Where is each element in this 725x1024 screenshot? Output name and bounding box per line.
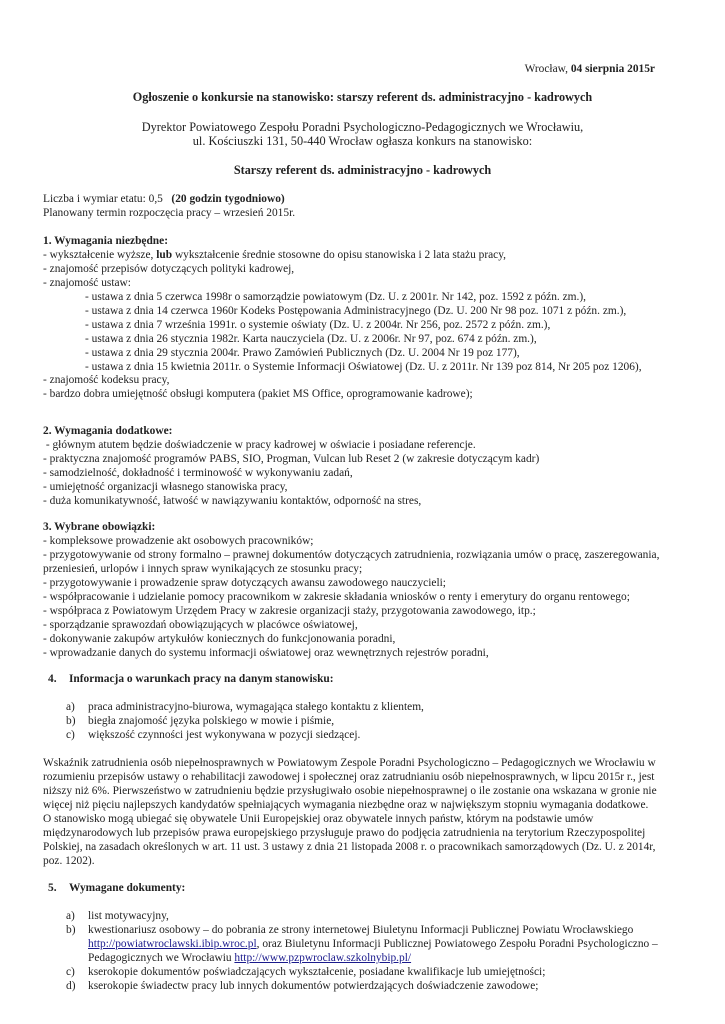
disability-paragraph-line: Wskaźnik zatrudnienia osób niepełnosprawnych w Powiatowym Zespole Poradni Psychologiczno – Pedagogicznych we Wrocławiu w: [43, 757, 656, 769]
section-5-heading: Wymagane dokumenty:: [69, 882, 186, 894]
disability-paragraph-line: więcej niż pięciu najlepszych kandydatów spełniających wymagania niezbędne oraz w największym stopniu wymagania dodatkowe.: [43, 799, 649, 811]
condition-item: praca administracyjno-biurowa, wymagająca stałego kontaktu z klientem,: [88, 701, 424, 713]
duty-item: - przygotowywanie i prowadzenie spraw dotyczących awansu zawodowego nauczycieli;: [43, 577, 446, 589]
list-letter: c): [66, 729, 75, 741]
section-1-heading: 1. Wymagania niezbędne:: [43, 235, 168, 247]
requirement-item: - bardzo dobra umiejętność obsługi komputera (pakiet MS Office, oprogramowanie kadrowe);: [43, 388, 473, 400]
eu-paragraph-line: poz. 1202).: [43, 855, 95, 867]
document-item: list motywacyjny,: [88, 910, 169, 922]
duty-item: - wprowadzanie danych do systemu informacji oświatowej oraz wewnętrznych rejestrów poradni,: [43, 647, 489, 659]
requirement-item: - znajomość kodeksu pracy,: [43, 374, 170, 386]
duty-item: - współpraca z Powiatowym Urzędem Pracy w zakresie organizacji staży, przygotowania zawodowego, itp.;: [43, 605, 536, 617]
duty-item: - sporządzanie sprawozdań obowiązujących w placówce oświatowej,: [43, 619, 358, 631]
disability-paragraph-line: rozumieniu przepisów ustawy o rehabilitacji zawodowej i społecznej oraz zatrudnianiu osób niepełnosprawnych, w lipcu 2015r r., jest: [43, 771, 655, 783]
list-letter: c): [66, 966, 75, 978]
document-item-line: [88, 938, 658, 952]
edu-part-a: - wykształcenie wyższe,: [43, 249, 154, 261]
list-letter: b): [66, 924, 76, 936]
etat-line: [43, 193, 285, 207]
document-item-text: Pedagogicznych we Wrocławiu: [88, 952, 232, 964]
duty-item: - dokonywanie zakupów artykułów koniecznych do funkcjonowania poradni,: [43, 633, 396, 645]
section-3-heading: 3. Wybrane obowiązki:: [43, 521, 156, 533]
document-item: kwestionariusz osobowy – do pobrania ze strony internetowej Biuletynu Informacji Publicznej Powiatu Wrocławskiego: [88, 924, 634, 936]
law-item: - ustawa z dnia 29 stycznia 2004r. Prawo Zamówień Publicznych (Dz. U. 2004 Nr 19 poz 177),: [85, 347, 520, 359]
additional-item: - umiejętność organizacji własnego stanowiska pracy,: [43, 481, 288, 493]
bip-powiat-link[interactable]: http://powiatwroclawski.ibip.wroc.pl: [88, 938, 257, 950]
additional-item: - samodzielność, dokładność i terminowość w wykonywaniu zadań,: [43, 467, 353, 479]
duty-item: - kompleksowe prowadzenie akt osobowych pracowników;: [43, 535, 314, 547]
list-letter: a): [66, 701, 75, 713]
requirement-item: - znajomość ustaw:: [43, 277, 131, 289]
etat-hours: (20 godzin tygodniowo): [171, 193, 285, 205]
edu-part-c: wykształcenie średnie stosowne do opisu stanowiska i 2 lata stażu pracy,: [174, 249, 507, 261]
document-item: kserokopie dokumentów poświadczających wykształcenie, posiadane kwalifikacje lub umiejętności;: [88, 966, 546, 978]
section-2-heading: 2. Wymagania dodatkowe:: [43, 425, 173, 437]
duty-item: - współpracowanie i udzielanie pomocy pracownikom w zakresie składania wniosków o renty i emerytury do organu rentowego;: [43, 591, 630, 603]
condition-item: biegła znajomość języka polskiego w mowie i piśmie,: [88, 715, 335, 727]
eu-paragraph-line: Polskiej, na zasadach określonych w art. 11 ust. 3 ustawy z dnia 21 listopada 2008 r. o pracownikach samorządowych (Dz. U. z 2014r,: [43, 841, 656, 853]
additional-item: - duża komunikatywność, łatwość w nawiązywaniu kontaktów, odporność na stres,: [43, 495, 422, 507]
list-letter: d): [66, 980, 76, 992]
date-city: Wrocław,: [524, 63, 568, 75]
document-item: kserokopie świadectw pracy lub innych dokumentów potwierdzających doświadczenie zawodowe;: [88, 980, 539, 992]
duty-item: - przygotowywanie od strony formalno – prawnej dokumentów dotyczących zatrudnienia, rozwiązania umów o pracę, zaszeregowania,: [43, 549, 660, 561]
additional-item: - praktyczna znajomość programów PABS, SIO, Progman, Vulcan lub Reset 2 (w zakresie dotyczącym kadr): [43, 453, 540, 465]
announcement-title: Ogłoszenie o konkursie na stanowisko: starszy referent ds. administracyjno - kadrowych: [132, 90, 593, 104]
law-item: - ustawa z dnia 14 czerwca 1960r Kodeks Postępowania Administracyjnego (Dz. U. 200 Nr 98 poz. 1071 z późn. zm.),: [85, 305, 627, 317]
position-title: Starszy referent ds. administracyjno - kadrowych: [233, 163, 492, 177]
requirement-education: [43, 249, 506, 263]
requirement-item: - znajomość przepisów dotyczących polityki kadrowej,: [43, 263, 295, 275]
law-item: - ustawa z dnia 26 stycznia 1982r. Karta nauczyciela (Dz. U. z 2006r. Nr 97, poz. 674 z późn. zm.),: [85, 333, 537, 345]
law-item: - ustawa z dnia 7 września 1991r. o systemie oświaty (Dz. U. z 2004r. Nr 256, poz. 2572 z późn. zm.),: [85, 319, 551, 331]
date-value: 04 sierpnia 2015r: [570, 63, 655, 75]
organization-line-2: ul. Kościuszki 131, 50-440 Wrocław ogłasza konkurs na stanowisko:: [192, 134, 533, 149]
list-letter: a): [66, 910, 75, 922]
section-4-number: 4.: [48, 673, 57, 685]
list-letter: b): [66, 715, 76, 727]
section-4-heading: Informacja o warunkach pracy na danym stanowisku:: [69, 673, 334, 685]
organization-line-1: Dyrektor Powiatowego Zespołu Poradni Psychologiczno-Pedagogicznych we Wrocławiu,: [141, 120, 584, 134]
disability-paragraph-line: niższy niż 6%. Pierwszeństwo w zatrudnieniu będzie przysługiwało osobie niepełnosprawnej o ile zostanie ona wskazana w gronie nie: [43, 785, 657, 797]
document-item-text: , oraz Biuletynu Informacji Publicznej Powiatowego Zespołu Poradni Psychologiczno –: [256, 938, 658, 950]
document-item-line: [88, 952, 411, 966]
edu-or: lub: [156, 249, 173, 261]
law-item: - ustawa z dnia 5 czerwca 1998r o samorządzie powiatowym (Dz. U. z 2001r. Nr 142, poz. 1592 z późn. zm.),: [85, 291, 587, 303]
document-date: [525, 63, 655, 77]
eu-paragraph-line: międzynarodowych lub przepisów prawa europejskiego przysługuje prawo do podjęcia zatrudnienia na terytorium Rzeczypospolitej: [43, 827, 646, 839]
eu-paragraph-line: O stanowisko mogą ubiegać się obywatele Unii Europejskiej oraz obywatele innych państw, którym na podstawie umów: [43, 813, 594, 825]
section-5-number: 5.: [48, 882, 57, 894]
etat-label: Liczba i wymiar etatu: 0,5: [43, 193, 163, 205]
organization-info: [0, 120, 725, 149]
duty-item: przeniesień, urlopów i innych spraw wynikających ze stosunku pracy;: [43, 563, 363, 575]
start-date: Planowany termin rozpoczęcia pracy – wrzesień 2015r.: [43, 207, 296, 219]
condition-item: większość czynności jest wykonywana w pozycji siedzącej.: [88, 729, 361, 741]
additional-item: - głównym atutem będzie doświadczenie w pracy kadrowej w oświacie i posiadane referencje.: [43, 439, 476, 451]
law-item: - ustawa z dnia 15 kwietnia 2011r. o Systemie Informacji Oświatowej (Dz. U. z 2011r. Nr 139 poz 814, Nr 205 poz 1206),: [85, 361, 642, 373]
bip-pzp-link[interactable]: http://www.pzpwroclaw.szkolnybip.pl/: [234, 952, 412, 964]
